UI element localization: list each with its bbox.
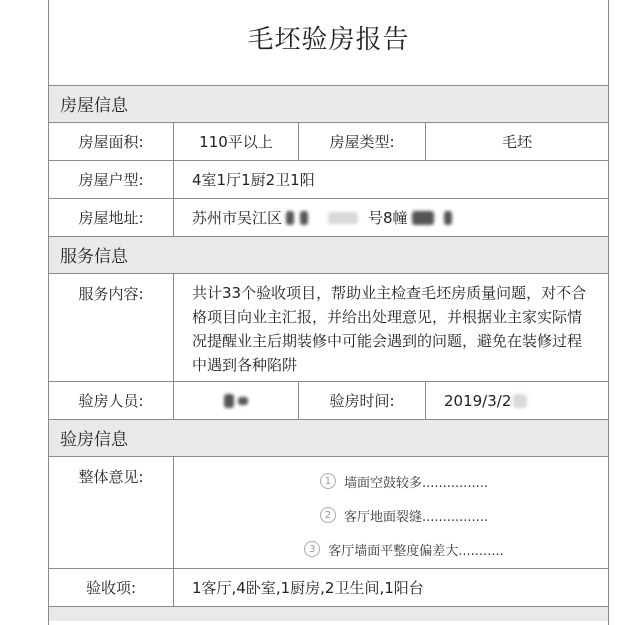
row-inspection-items [49, 568, 608, 606]
address-prefix: 苏州市吴江区 [192, 209, 283, 227]
opinion-text: 墙面空鼓较多................ [343, 475, 489, 491]
redacted-block [300, 211, 308, 225]
row-service-content [49, 273, 608, 381]
time-label: 验房时间: [299, 382, 426, 419]
items-label: 验收项: [49, 569, 174, 606]
address-part: 号8幢 [368, 209, 408, 227]
layout-label: 房屋户型: [49, 161, 174, 198]
opinion-item [320, 464, 488, 498]
redacted-block [513, 394, 527, 408]
bottom-section-edge [49, 606, 608, 621]
row-area-type [49, 122, 608, 160]
time-value-text: 2019/3/2 [444, 391, 512, 410]
type-label: 房屋类型: [299, 123, 426, 160]
redacted-block [328, 212, 358, 224]
report-title: 毛坯验房报告 [247, 25, 410, 55]
type-value: 毛坯 [501, 133, 532, 151]
opinion-number: 1 [320, 473, 336, 489]
area-value: 110平以上 [174, 123, 299, 160]
service-content-value: 共计33个验收项目，帮助业主检查毛坯房质量问题，对不合格项目向业主汇报，并给出处理意见，并根据业主家实际情况提醒业主后期装修中可能会遇到的问题，避免在装修过程中遇到各种陷阱 [192, 284, 587, 374]
row-layout [49, 160, 608, 198]
opinion-number: 2 [320, 507, 336, 523]
service-content-label: 服务内容: [49, 274, 174, 381]
area-label: 房屋面积: [49, 123, 174, 160]
items-value: 1客厅,4卧室,1厨房,2卫生间,1阳台 [192, 579, 424, 597]
overall-label: 整体意见: [49, 457, 174, 568]
redacted-block [412, 211, 434, 225]
section-service-info: 服务信息 [49, 236, 608, 273]
time-value [426, 382, 608, 419]
row-inspector-time [49, 381, 608, 419]
row-address [49, 198, 608, 236]
opinion-item [320, 498, 488, 532]
redacted-block [238, 397, 248, 405]
section-inspection-info: 验房信息 [49, 419, 608, 456]
address-label: 房屋地址: [49, 199, 174, 236]
redacted-block [444, 211, 452, 225]
redacted-block [286, 211, 294, 225]
opinion-number: 3 [304, 541, 320, 557]
layout-value: 4室1厅1厨2卫1阳 [192, 171, 315, 189]
row-overall-opinion [49, 456, 608, 568]
inspection-report [48, 0, 609, 625]
opinion-item [304, 532, 503, 566]
inspector-value [174, 382, 299, 419]
address-value [174, 199, 608, 236]
inspector-label: 验房人员: [49, 382, 174, 419]
redacted-block [224, 394, 234, 408]
opinion-text: 客厅墙面平整度偏差大........... [328, 543, 504, 559]
opinion-list [174, 457, 608, 568]
opinion-text: 客厅地面裂缝................ [343, 509, 489, 525]
section-house-info: 房屋信息 [49, 85, 608, 122]
